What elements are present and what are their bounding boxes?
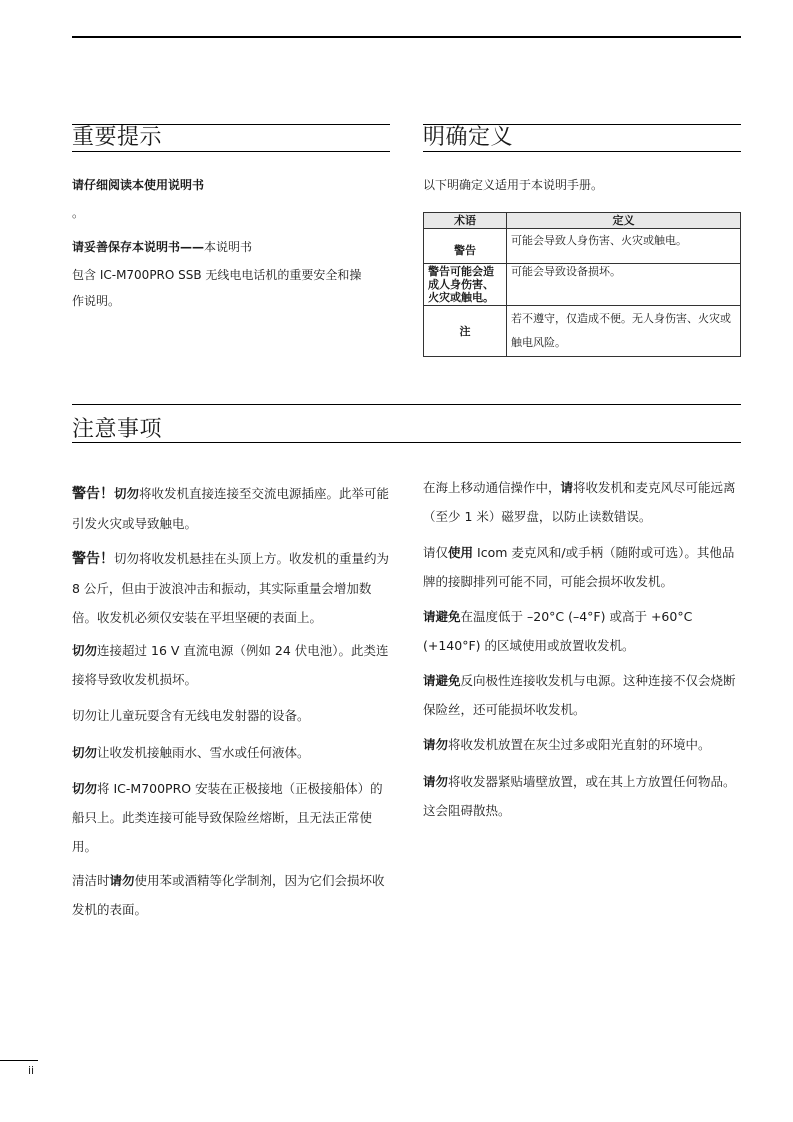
page-number: ii	[28, 1064, 35, 1077]
precaution-text: 将收发机和麦克风尽可能远离（至少 1 米）磁罗盘，以防止读数错误。	[423, 480, 736, 524]
precaution-text: 切勿让儿童玩耍含有无线电发射器的设备。	[72, 708, 310, 723]
top-rule	[72, 36, 741, 38]
precautions-bottom-rule	[72, 442, 741, 443]
precaution-text: 使用苯或酒精等化学制剂，因为它们会损坏收发机的表面。	[72, 873, 385, 917]
precaution-lead: 请	[560, 480, 574, 495]
precaution-right-1	[423, 473, 741, 531]
keep-manual-line3: 作说明。	[72, 294, 121, 308]
table-row	[424, 229, 741, 264]
precaution-left-3	[72, 636, 390, 694]
footer-rule	[0, 1060, 38, 1061]
important-bottom-rule	[72, 151, 390, 152]
table-row	[424, 306, 741, 357]
definitions-table	[423, 212, 741, 357]
precaution-right-4	[423, 666, 741, 724]
definitions-title: 明确定义	[423, 125, 514, 150]
precaution-left-4	[72, 701, 390, 730]
precaution-text: 在温度低于 –20°C (–4°F) 或高于 +60°C (+140°F) 的区域使用或放置收发机。	[423, 609, 693, 653]
precaution-left-1	[72, 479, 390, 538]
precaution-text: 反向极性连接收发机与电源。这种连接不仅会烧断保险丝，还可能损坏收发机。	[423, 673, 736, 717]
read-manual-tail: 。	[72, 206, 85, 220]
precaution-left-7	[72, 866, 390, 924]
precaution-lead: 请勿	[423, 774, 449, 789]
precaution-pre: 清洁时	[72, 873, 110, 888]
keep-manual-line1-tail: 本说明书	[204, 240, 253, 254]
header-term: 术语	[424, 213, 507, 229]
header-definition: 定义	[507, 213, 741, 229]
precaution-right-5	[423, 730, 741, 759]
definition-cell: 若不遵守，仅造成不便。无人身伤害、火灾或触电风险。	[507, 306, 741, 357]
precaution-lead: 切勿	[72, 643, 98, 658]
table-header-row	[424, 213, 741, 229]
definition-cell: 可能会导致人身伤害、火灾或触电。	[507, 229, 741, 264]
precaution-right-3	[423, 602, 741, 660]
precaution-pre: 在海上移动通信操作中，	[423, 480, 561, 495]
precaution-right-6	[423, 767, 741, 825]
term-cell: 警告可能会造成人身伤害、火灾或触电。	[424, 264, 507, 306]
precaution-pre: 请仅	[423, 545, 449, 560]
precaution-text: 让收发机接触雨水、雪水或任何液体。	[97, 745, 310, 760]
precaution-text: 将 IC-M700PRO 安装在正极接地（正极接船体）的船只上。此类连接可能导致保险丝熔断，且无法正常使用。	[72, 781, 383, 854]
precaution-lead: 切勿	[72, 781, 98, 796]
precaution-left-2	[72, 544, 390, 632]
read-manual-bold: 请仔细阅读本使用说明书	[72, 178, 205, 192]
precaution-left-6	[72, 774, 390, 861]
precaution-text: Icom 麦克风和/或手柄（随附或可选）。其他品牌的接脚排列可能不同，可能会损坏收发机。	[423, 545, 735, 589]
term-cell: 注	[424, 306, 507, 357]
definitions-intro: 以下明确定义适用于本说明手册。	[423, 178, 604, 192]
precaution-lead: 请避免	[423, 673, 461, 688]
precautions-title: 注意事项	[72, 417, 163, 442]
precaution-lead: 使用	[448, 545, 474, 560]
precaution-right-2	[423, 538, 741, 596]
precaution-lead: 请避免	[423, 609, 461, 624]
keep-manual-bold: 请妥善保存本说明书——	[72, 240, 205, 254]
precaution-text: 连接超过 16 V 直流电源（例如 24 伏电池）。此类连接将导致收发机损坏。	[72, 643, 389, 687]
warning-label: 警告！	[72, 551, 114, 567]
precaution-left-5	[72, 738, 390, 767]
definition-cell: 可能会导致设备损坏。	[507, 264, 741, 306]
read-manual-text	[72, 174, 390, 196]
warning-label: 警告！	[72, 486, 114, 502]
precaution-lead: 切勿	[72, 745, 98, 760]
precaution-text: 将收发器紧贴墙壁放置，或在其上方放置任何物品。这会阻碍散热。	[423, 774, 736, 818]
precaution-text: 将收发机直接连接至交流电源插座。此举可能引发火灾或导致触电。	[72, 486, 390, 531]
precaution-text: 切勿将收发机悬挂在头顶上方。收发机的重量约为 8 公斤，但由于波浪冲击和振动，其实际重量会增加数倍。收发机必须仅安装在平坦坚硬的表面上。	[72, 551, 390, 625]
keep-manual-line1	[72, 236, 390, 258]
precaution-lead: 切勿	[114, 486, 140, 501]
keep-manual-line2: 包含 IC-M700PRO SSB 无线电电话机的重要安全和操	[72, 268, 362, 282]
precaution-lead: 请勿	[109, 873, 135, 888]
precaution-lead: 请勿	[423, 737, 449, 752]
important-title: 重要提示	[72, 125, 163, 150]
precautions-top-rule	[72, 404, 741, 405]
precaution-text: 将收发机放置在灰尘过多或阳光直射的环境中。	[448, 737, 711, 752]
definitions-bottom-rule	[423, 151, 741, 152]
term-cell: 警告	[424, 229, 507, 264]
table-row	[424, 264, 741, 306]
